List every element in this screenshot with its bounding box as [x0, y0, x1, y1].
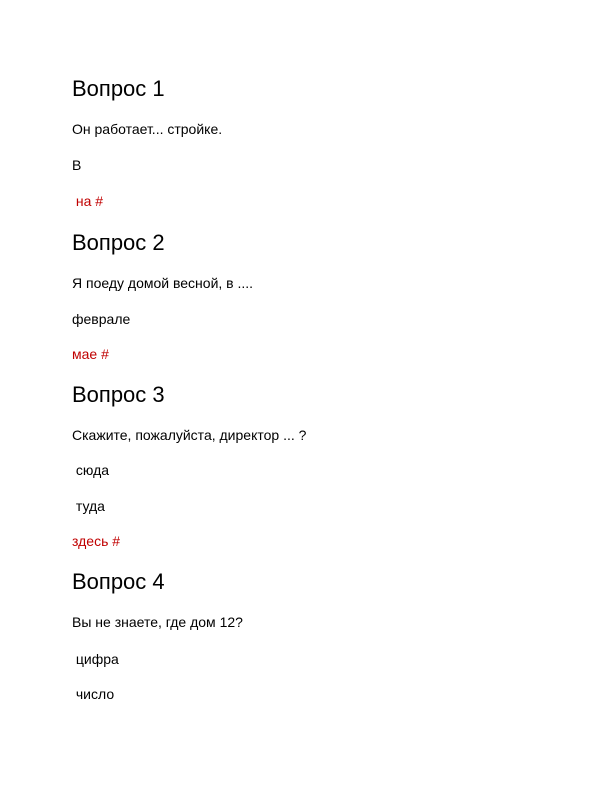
question-4-heading: Вопрос 4 — [72, 569, 165, 594]
question-4-option-1: цифра — [72, 651, 119, 667]
question-1-heading: Вопрос 1 — [72, 76, 165, 101]
question-2-option-1: феврале — [72, 311, 131, 327]
question-3-heading: Вопрос 3 — [72, 382, 165, 407]
question-4-option-2: число — [72, 686, 115, 702]
question-3-option-3-correct: здесь # — [72, 533, 121, 549]
question-2-option-2-correct: мае # — [72, 346, 109, 362]
question-1-option-2-correct: на # — [72, 193, 104, 209]
question-1-prompt: Он работает... стройке. — [72, 121, 223, 137]
question-3-option-1: сюда — [72, 462, 110, 478]
question-2-prompt: Я поеду домой весной, в .... — [72, 275, 254, 291]
question-4-prompt: Вы не знаете, где дом 12? — [72, 614, 243, 630]
question-1-option-1: В — [72, 157, 82, 173]
question-2-heading: Вопрос 2 — [72, 230, 165, 255]
question-3-option-2: туда — [72, 498, 105, 514]
question-3-prompt: Скажите, пожалуйста, директор ... ? — [72, 427, 307, 443]
